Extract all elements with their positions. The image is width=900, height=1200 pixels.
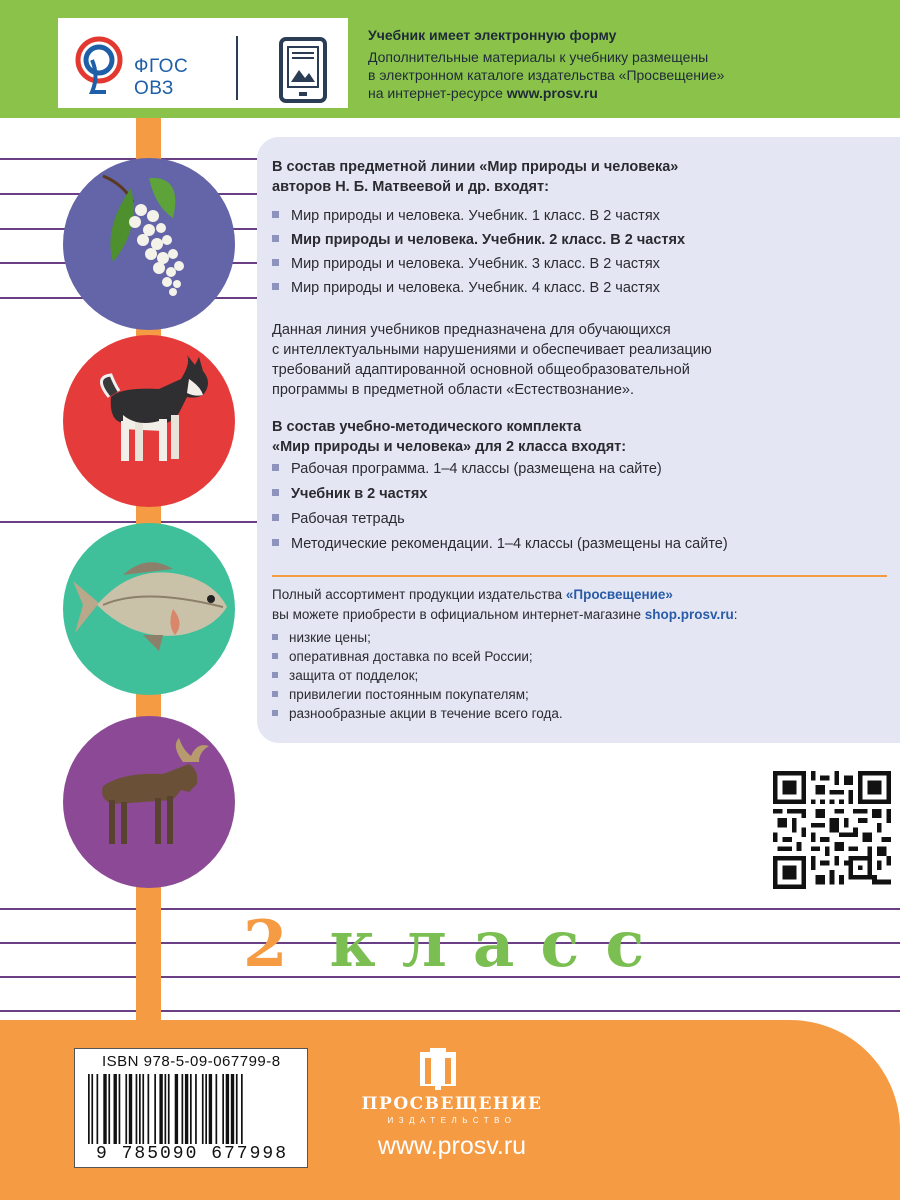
bullet-icon: [272, 710, 278, 716]
barcode-bar: [125, 1074, 127, 1144]
description-line: требований адаптированной основной общеобразовательной: [272, 362, 690, 378]
barcode-bar: [182, 1074, 184, 1144]
barcode-bar: [185, 1074, 188, 1144]
description-line: Данная линия учебников предназначена для обучающихся: [272, 322, 671, 338]
barcode-bar: [142, 1074, 144, 1144]
barcode-bar: [175, 1074, 178, 1144]
list-item-label: низкие цены;: [289, 630, 371, 645]
bullet-icon: [272, 634, 278, 640]
grade-title: [243, 905, 670, 985]
bird-cherry-icon: [63, 158, 235, 330]
list-item-label: Мир природы и человека. Учебник. 2 класс. В 2 частях: [291, 232, 686, 248]
list-item-label: Учебник в 2 частях: [291, 486, 428, 502]
barcode-bar: [231, 1074, 234, 1144]
fgos-logo-icon: [72, 36, 126, 98]
kit-heading: «Мир природы и человека» для 2 класса входят:: [272, 439, 627, 455]
barcode-icon: [82, 1074, 302, 1144]
barcode-bar: [202, 1074, 204, 1144]
bullet-icon: [272, 691, 278, 697]
barcode-bar: [88, 1074, 90, 1144]
info-line-prefix: на интернет-ресурсе: [368, 85, 507, 101]
list-item: [272, 459, 662, 479]
list-item-label: Методические рекомендации. 1–4 классы (размещены на сайте): [291, 536, 728, 552]
ruled-line: [0, 1010, 900, 1012]
barcode-bar: [226, 1074, 229, 1144]
shop-intro: [272, 585, 892, 625]
description-line: с интеллектуальными нарушениями и обеспечивает реализацию: [272, 342, 712, 358]
publisher-logo-icon: [418, 1048, 462, 1090]
electronic-form-heading: Учебник имеет электронную форму: [368, 27, 617, 43]
barcode-bar: [190, 1074, 192, 1144]
isbn-label: ISBN 978-5-09-067799-8: [102, 1053, 281, 1070]
bullet-icon: [272, 489, 279, 496]
barcode-bar: [154, 1074, 156, 1144]
line-heading: В состав предметной линии «Мир природы и человека»: [272, 159, 679, 175]
list-item: [272, 629, 371, 647]
barcode-bar: [129, 1074, 132, 1144]
list-item: [272, 230, 685, 250]
barcode-bar: [236, 1074, 238, 1144]
list-item-label: Мир природы и человека. Учебник. 1 класс. В 2 частях: [291, 208, 660, 224]
moose-circle: [63, 716, 235, 888]
kit-heading: В состав учебно-методического комплекта: [272, 419, 582, 435]
bullet-icon: [272, 653, 278, 659]
publisher-name: ПРОСВЕЩЕНИЕ: [361, 1094, 543, 1114]
brand-name: «Просвещение»: [565, 587, 673, 602]
list-item: [272, 278, 660, 298]
list-item-label: защита от подделок;: [289, 668, 419, 683]
barcode-bar: [114, 1074, 117, 1144]
info-line: в электронном каталоге издательства «Просвещение»: [368, 67, 725, 83]
shop-line-prefix: Полный ассортимент продукции издательства: [272, 587, 566, 602]
barcode-bar: [148, 1074, 150, 1144]
list-item: [272, 705, 563, 723]
publisher-subtitle: ИЗДАТЕЛЬСТВО: [387, 1116, 517, 1125]
list-item-label: Рабочая программа. 1–4 классы (размещена на сайте): [291, 461, 662, 477]
list-item: [272, 509, 405, 529]
list-item: [272, 534, 728, 554]
list-item: [272, 648, 533, 666]
shop-line-suffix: :: [733, 607, 738, 622]
list-item: [272, 484, 427, 504]
fgos-label: ФГОС ОВЗ: [134, 56, 189, 99]
list-item-label: Рабочая тетрадь: [291, 511, 405, 527]
list-item: [272, 667, 418, 685]
electronic-form-info: [368, 26, 888, 102]
bullet-icon: [272, 283, 279, 290]
grade-number: 2: [243, 907, 288, 982]
publisher-url[interactable]: www.prosv.ru: [377, 1132, 527, 1160]
barcode-bar: [91, 1074, 93, 1144]
bird-cherry-circle: [63, 158, 235, 330]
list-item-label: Мир природы и человека. Учебник. 4 класс. В 2 частях: [291, 280, 660, 296]
bullet-icon: [272, 539, 279, 546]
barcode-digits: 9 785090 677998: [95, 1144, 289, 1164]
barcode-bar: [209, 1074, 212, 1144]
info-line: Дополнительные материалы к учебнику размещены: [368, 49, 709, 65]
info-line: [368, 84, 888, 102]
info-url[interactable]: www.prosv.ru: [506, 85, 598, 101]
bullet-icon: [272, 672, 278, 678]
barcode-bar: [205, 1074, 207, 1144]
section-divider: [272, 575, 887, 577]
list-item-label: привилегии постоянным покупателям;: [289, 687, 529, 702]
tablet-icon: [278, 36, 328, 104]
list-item: [272, 254, 660, 274]
bullet-icon: [272, 211, 279, 218]
barcode-bar: [136, 1074, 138, 1144]
fish-icon: [63, 523, 235, 695]
list-item-label: Мир природы и человека. Учебник. 3 класс. В 2 частях: [291, 256, 660, 272]
barcode-bar: [108, 1074, 110, 1144]
top-divider: [236, 36, 238, 100]
shop-url-link[interactable]: shop.prosv.ru: [644, 607, 734, 622]
qr-code-icon[interactable]: [771, 771, 893, 889]
barcode-bar: [159, 1074, 162, 1144]
bullet-icon: [272, 259, 279, 266]
barcode-bar: [119, 1074, 121, 1144]
barcode-bar: [222, 1074, 224, 1144]
husky-circle: [63, 335, 235, 507]
list-item: [272, 206, 660, 226]
bullet-icon: [272, 235, 279, 242]
list-item-label: разнообразные акции в течение всего года.: [289, 706, 563, 721]
barcode-bar: [195, 1074, 197, 1144]
bullet-icon: [272, 514, 279, 521]
barcode-bar: [97, 1074, 99, 1144]
barcode-bar: [241, 1074, 243, 1144]
barcode-bar: [139, 1074, 141, 1144]
description-line: программы в предметной области «Естествознание».: [272, 382, 634, 398]
barcode-bar: [165, 1074, 167, 1144]
dog-icon: [63, 335, 235, 507]
shop-line-prefix: вы можете приобрести в официальном интернет-магазине: [272, 607, 645, 622]
barcode-bar: [103, 1074, 106, 1144]
list-item-label: оперативная доставка по всей России;: [289, 649, 533, 664]
carp-circle: [63, 523, 235, 695]
moose-icon: [63, 716, 235, 888]
bullet-icon: [272, 464, 279, 471]
barcode-bar: [168, 1074, 170, 1144]
list-item: [272, 686, 529, 704]
line-heading: авторов Н. Б. Матвеевой и др. входят:: [272, 179, 549, 195]
barcode-bar: [216, 1074, 218, 1144]
grade-word: класс: [329, 907, 671, 982]
